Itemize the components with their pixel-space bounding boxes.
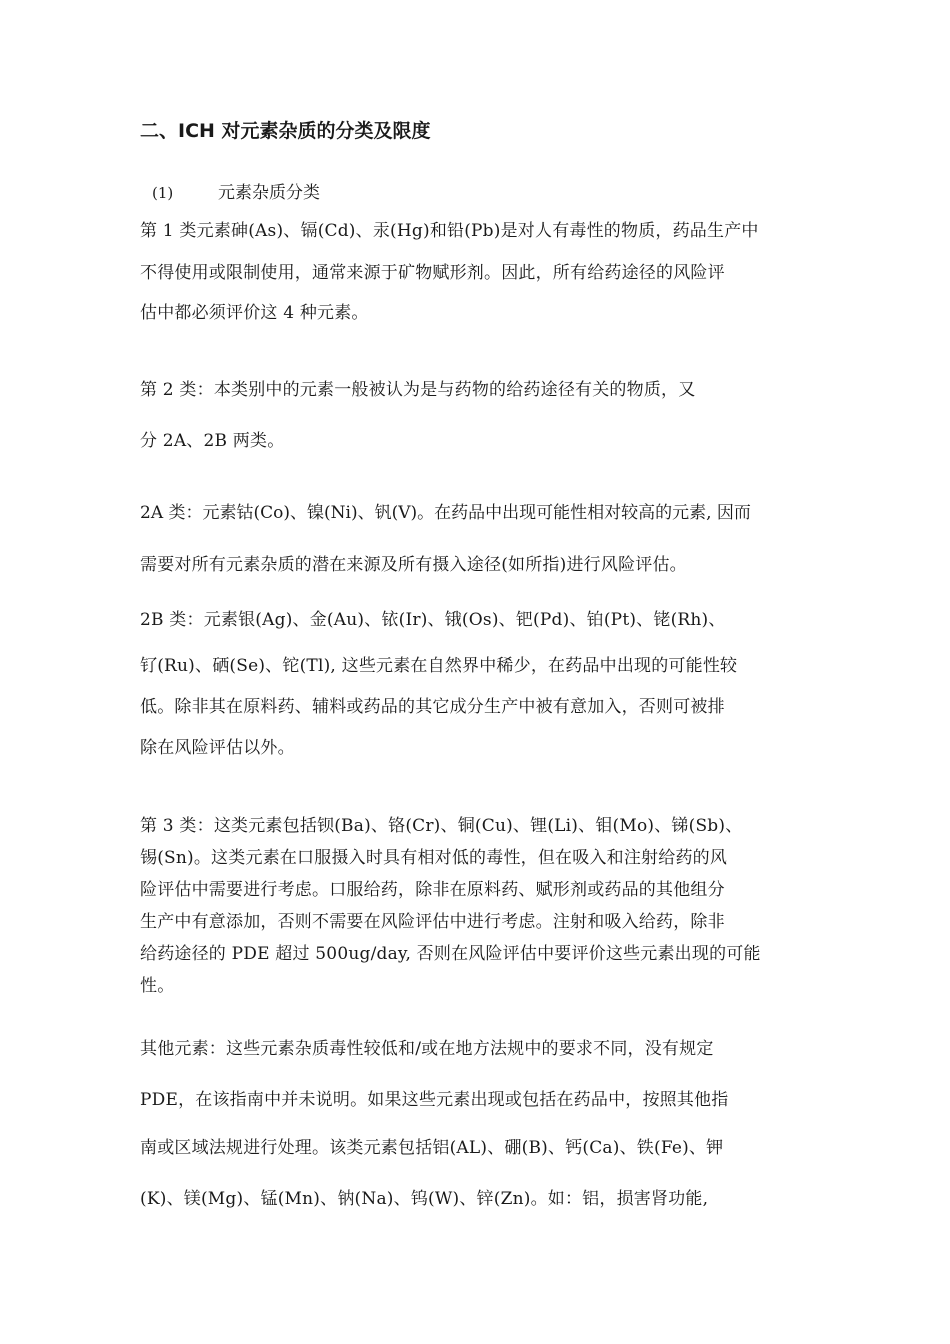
text-line: 低。除非其在原料药、辅料或药品的其它成分生产中被有意加入，否则可被排 [140, 697, 725, 717]
text-line: 2A 类：元素钴(Co)、镍(Ni)、钒(V)。在药品中出现可能性相对较高的元素, 因而 [140, 503, 751, 523]
text-line: 估中都必须评价这 4 种元素。 [140, 303, 369, 323]
text-line: 性。 [140, 976, 175, 996]
text-line: 险评估中需要进行考虑。口服给药，除非在原料药、赋形剂或药品的其他组分 [140, 880, 725, 900]
text-line: 南或区域法规进行处理。该类元素包括铝(AL)、硼(B)、钙(Ca)、铁(Fe)、钾 [140, 1138, 724, 1158]
text-line: 生产中有意添加，否则不需要在风险评估中进行考虑。注射和吸入给药，除非 [140, 912, 725, 932]
text-line: 第 1 类元素砷(As)、镉(Cd)、汞(Hg)和铅(Pb)是对人有毒性的物质，药品生产中 [140, 221, 759, 241]
subsection-title: 元素杂质分类 [218, 183, 320, 203]
text-line: 钌(Ru)、硒(Se)、铊(Tl), 这些元素在自然界中稀少，在药品中出现的可能性较 [140, 656, 738, 676]
text-line: 给药途径的 PDE 超过 500ug/day, 否则在风险评估中要评价这些元素出现的可能 [140, 944, 761, 964]
text-line: 需要对所有元素杂质的潜在来源及所有摄入途径(如所指)进行风险评估。 [140, 555, 687, 575]
text-line: 2B 类：元素银(Ag)、金(Au)、铱(Ir)、锇(Os)、钯(Pd)、铂(Pt)、铑(Rh)、 [140, 610, 726, 630]
section-heading: 二、ICH 对元素杂质的分类及限度 [140, 120, 431, 142]
text-line: 锡(Sn)。这类元素在口服摄入时具有相对低的毒性，但在吸入和注射给药的风 [140, 848, 728, 868]
text-line: 第 3 类：这类元素包括钡(Ba)、铬(Cr)、铜(Cu)、锂(Li)、钼(Mo)、锑(Sb)、 [140, 816, 743, 836]
text-line: 分 2A、2B 两类。 [140, 431, 285, 451]
text-line: 除在风险评估以外。 [140, 738, 295, 758]
text-line: PDE，在该指南中并未说明。如果这些元素出现或包括在药品中，按照其他指 [140, 1090, 729, 1110]
text-line: 其他元素：这些元素杂质毒性较低和/或在地方法规中的要求不同，没有规定 [140, 1039, 714, 1059]
subsection-heading [152, 178, 320, 203]
text-line: (K)、镁(Mg)、锰(Mn)、钠(Na)、钨(W)、锌(Zn)。如：铝，损害肾功能, [140, 1189, 709, 1209]
text-line: 不得使用或限制使用，通常来源于矿物赋形剂。因此，所有给药途径的风险评 [140, 263, 725, 283]
text-line: 第 2 类：本类别中的元素一般被认为是与药物的给药途径有关的物质，又 [140, 380, 696, 400]
subsection-number: (1) [152, 184, 174, 202]
